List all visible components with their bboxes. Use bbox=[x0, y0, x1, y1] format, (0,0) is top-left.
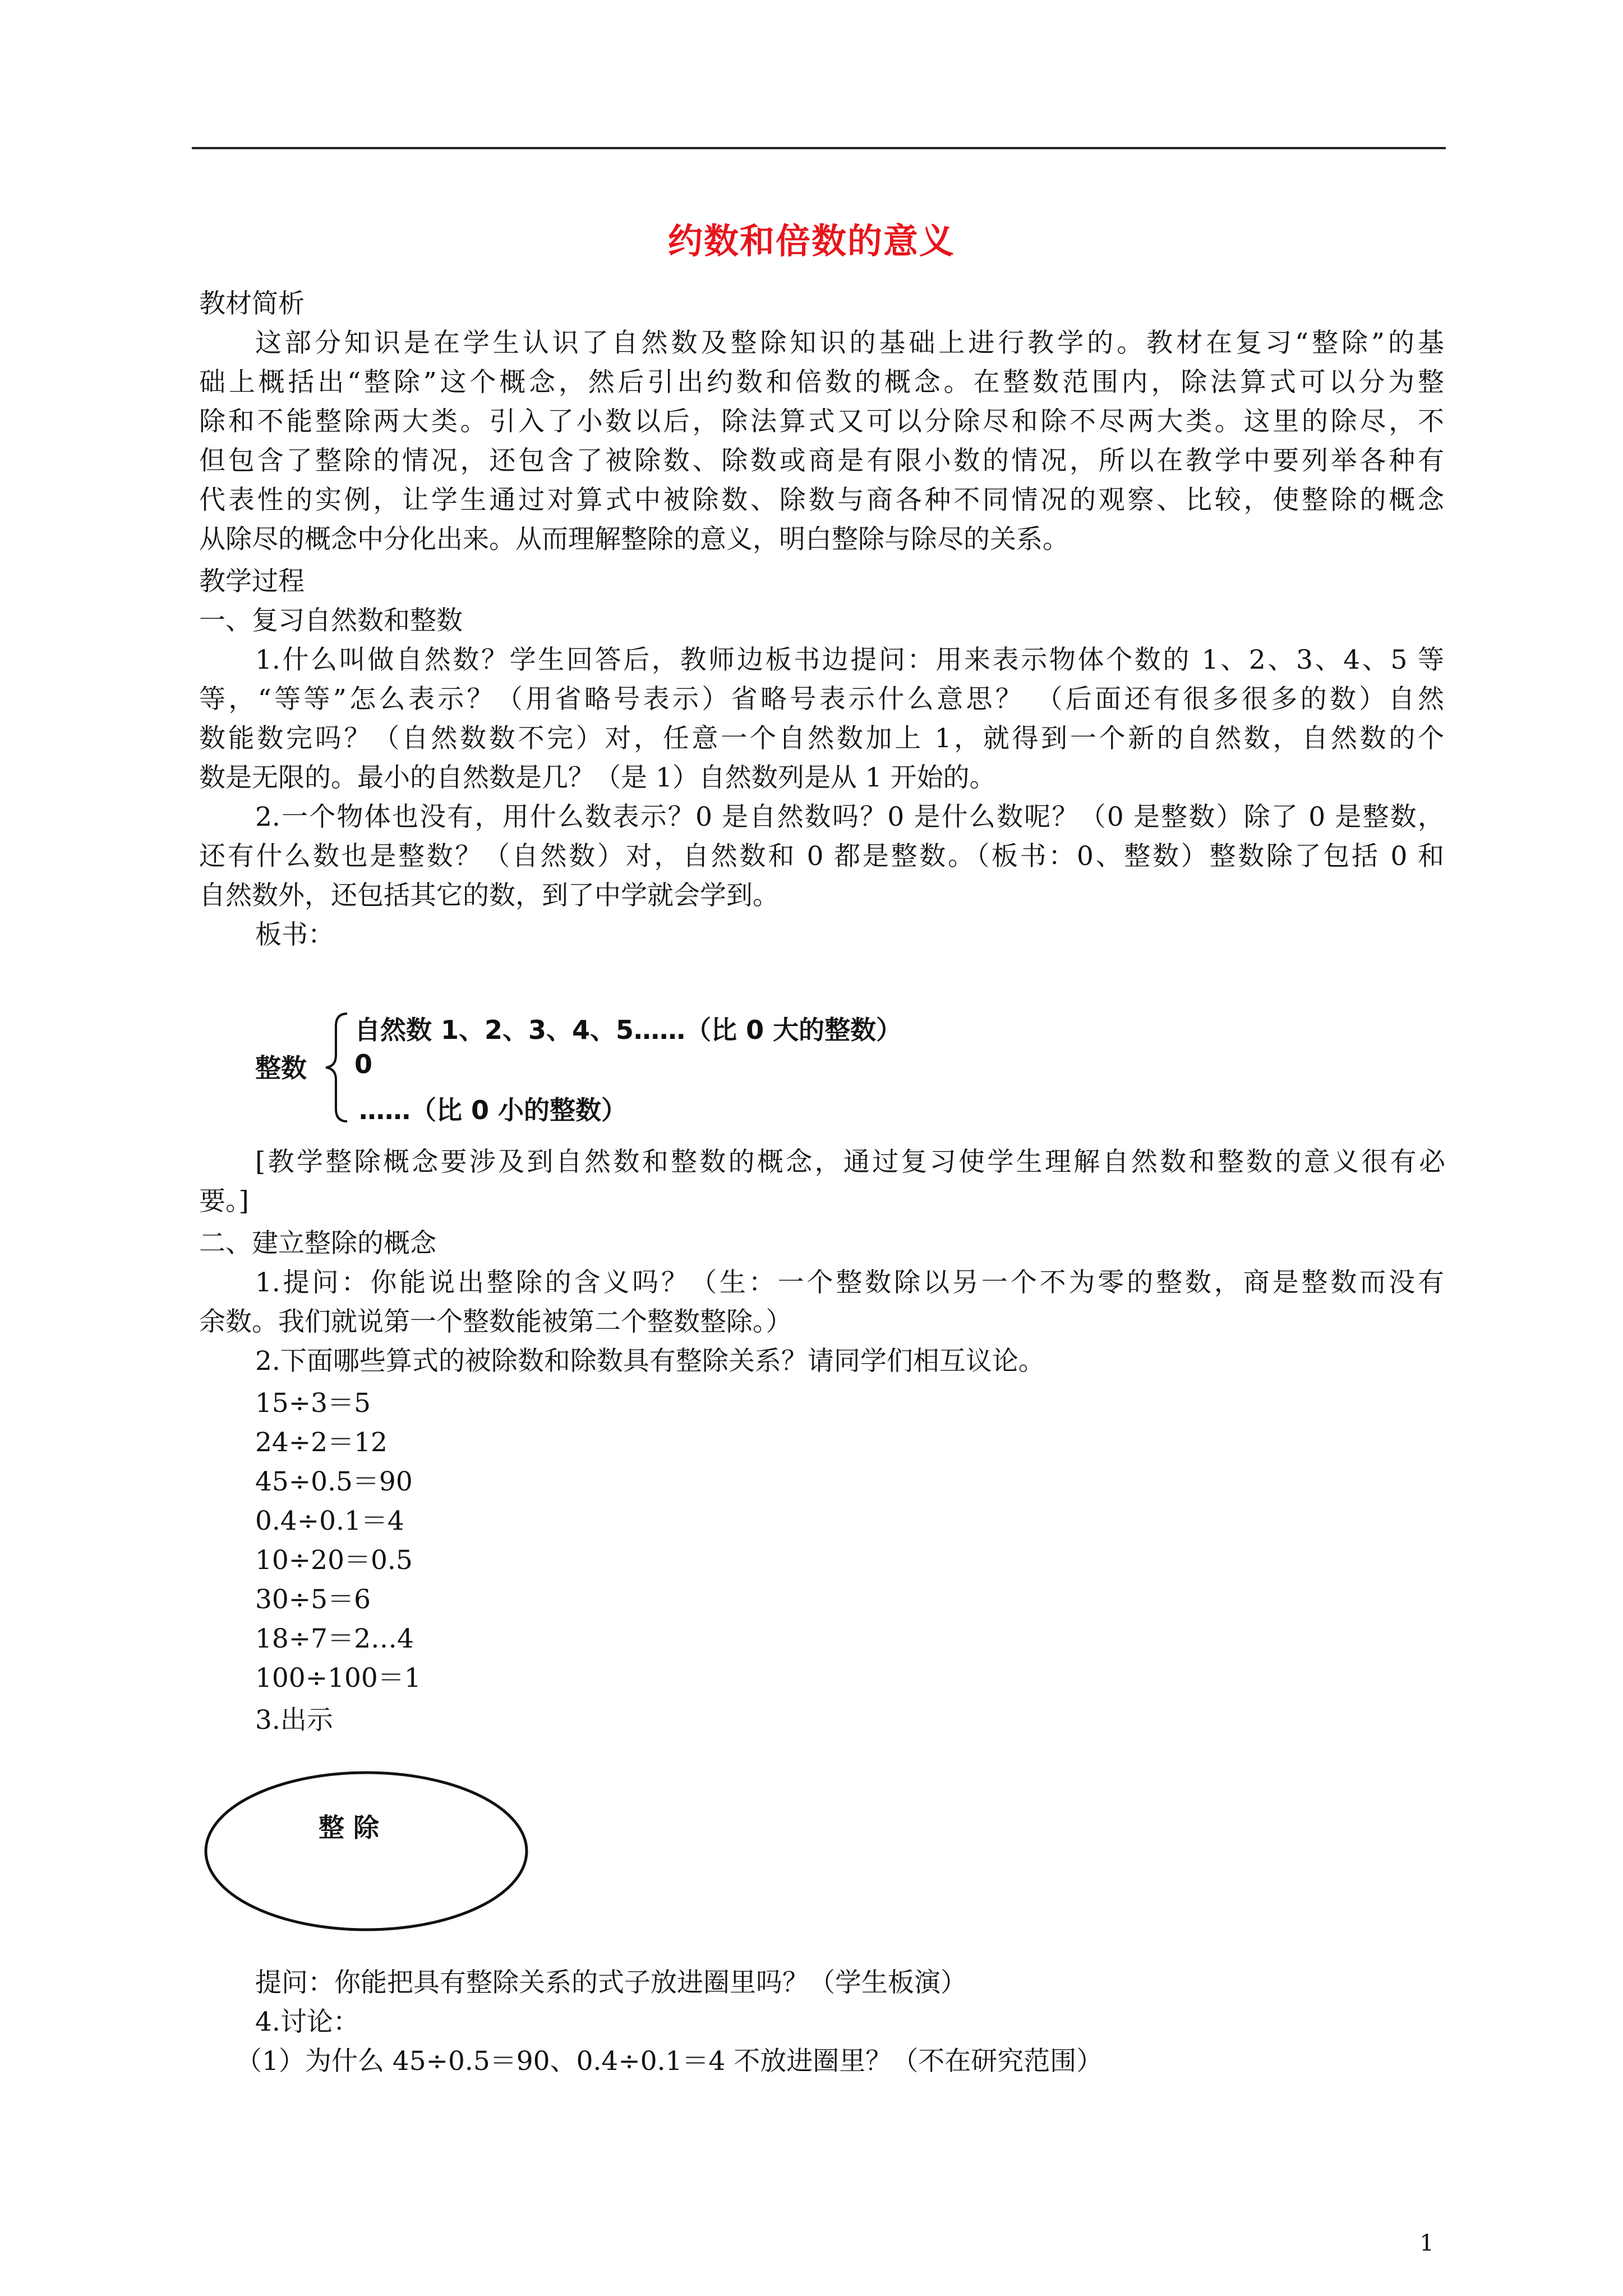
paragraph-line: 2.下面哪些算式的被除数和除数具有整除关系？请同学们相互议论。 bbox=[255, 1346, 1045, 1377]
paragraph-line: 但包含了整除的情况，还包含了被除数、除数或商是有限小数的情况，所以在教学中要列举各种有 bbox=[199, 445, 1444, 476]
equation: 24÷2＝12 bbox=[255, 1427, 388, 1458]
equation: 10÷20＝0.5 bbox=[255, 1545, 413, 1576]
paragraph-line: 还有什么数也是整数？（自然数）对，自然数和 0 都是整数。（板书：0、整数）整数除了包括 0 和 bbox=[199, 841, 1444, 872]
paragraph-line: 这部分知识是在学生认识了自然数及整除知识的基础上进行教学的。教材在复习“整除”的基 bbox=[255, 328, 1444, 358]
paragraph-line: 等，“等等”怎么表示？（用省略号表示）省略号表示什么意思？ （后面还有很多很多的数）自然 bbox=[199, 684, 1444, 715]
paragraph-line: 从除尽的概念中分化出来。从而理解整除的意义，明白整除与除尽的关系。 bbox=[199, 524, 1069, 555]
paragraph-line: 代表性的实例，让学生通过对算式中被除数、除数与商各种不同情况的观察、比较，使整除的概念 bbox=[199, 485, 1444, 516]
header-rule bbox=[192, 147, 1446, 149]
paragraph-line: 余数。我们就说第一个整数能被第二个整数整除。） bbox=[199, 1306, 792, 1337]
brace-icon bbox=[322, 1011, 351, 1124]
page-title: 约数和倍数的意义 bbox=[667, 220, 955, 261]
page-number: 1 bbox=[1419, 2230, 1434, 2256]
diagram-item: 0 bbox=[354, 1049, 373, 1079]
paragraph-line: 数是无限的。最小的自然数是几？（是 1）自然数列是从 1 开始的。 bbox=[199, 762, 996, 793]
diagram-item: ……（比 0 小的整数） bbox=[359, 1095, 628, 1125]
section-heading-one: 一、复习自然数和整数 bbox=[199, 605, 463, 636]
circle-label: 整 除 bbox=[319, 1812, 380, 1843]
board-label: 板书： bbox=[255, 919, 334, 950]
paragraph-line: 2.一个物体也没有，用什么数表示？0 是自然数吗？0 是什么数呢？（0 是整数）除了 0 是整数， bbox=[255, 802, 1444, 832]
equation: 18÷7＝2…4 bbox=[255, 1623, 414, 1654]
divisible-circle bbox=[199, 1767, 536, 1935]
paragraph-line: 4.讨论： bbox=[255, 2007, 359, 2037]
equation: 100÷100＝1 bbox=[255, 1663, 421, 1694]
paragraph-line: 础上概括出“整除”这个概念，然后引出约数和倍数的概念。在整数范围内，除法算式可以分为整 bbox=[199, 367, 1444, 398]
equation: 15÷3＝5 bbox=[255, 1388, 371, 1419]
heading-textbook-analysis: 教材简析 bbox=[199, 288, 305, 319]
equation: 45÷0.5＝90 bbox=[255, 1466, 413, 1497]
diagram-root-label: 整数 bbox=[255, 1053, 307, 1083]
paragraph-line: 提问：你能把具有整除关系的式子放进圈里吗？（学生板演） bbox=[255, 1967, 967, 1998]
paragraph-line: 除和不能整除两大类。引入了小数以后，除法算式又可以分除尽和除不尽两大类。这里的除尽，不 bbox=[199, 406, 1444, 437]
equation: 30÷5＝6 bbox=[255, 1584, 371, 1615]
note-line: 要。] bbox=[199, 1186, 249, 1217]
equation: 0.4÷0.1＝4 bbox=[255, 1506, 404, 1536]
heading-teaching-process: 教学过程 bbox=[199, 566, 305, 597]
paragraph-line: 数能数完吗？（自然数数不完）对，任意一个自然数加上 1，就得到一个新的自然数，自然数的个 bbox=[199, 723, 1444, 754]
paragraph-line: 3.出示 bbox=[255, 1705, 333, 1736]
paragraph-line: （1）为什么 45÷0.5＝90、0.4÷0.1＝4 不放进圈里？（不在研究范围） bbox=[236, 2046, 1103, 2077]
section-heading-two: 二、建立整除的概念 bbox=[199, 1228, 436, 1259]
diagram-item: 自然数 1、2、3、4、5……（比 0 大的整数） bbox=[354, 1015, 902, 1045]
paragraph-line: 1.什么叫做自然数？学生回答后，教师边板书边提问：用来表示物体个数的 1、2、3、4、5 等 bbox=[255, 645, 1444, 675]
paragraph-line: 1.提问：你能说出整除的含义吗？（生：一个整数除以另一个不为零的整数，商是整数而没有 bbox=[255, 1267, 1444, 1298]
note-line: [教学整除概念要涉及到自然数和整数的概念，通过复习使学生理解自然数和整数的意义很有必 bbox=[255, 1147, 1445, 1177]
paragraph-line: 自然数外，还包括其它的数，到了中学就会学到。 bbox=[199, 880, 779, 911]
